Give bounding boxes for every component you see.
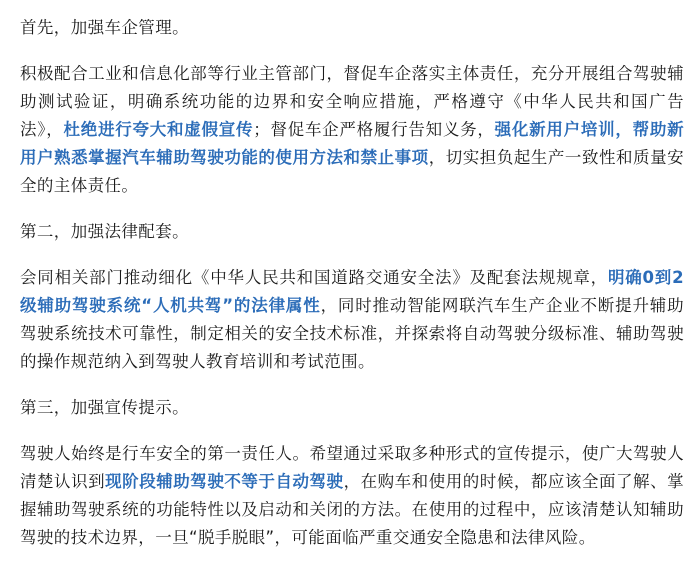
body-text: 驾驶人始终是行车安全的第一责任人。希望通过采取多种形式的宣传提示，使广大驾驶人清楚认识到	[20, 444, 684, 491]
section3-heading: 第三，加强宣传提示。	[20, 398, 189, 417]
body-text: 会同相关部门推动细化《中华人民共和国道路交通安全法》及配套法规规章，	[20, 268, 608, 287]
section2-heading: 第二，加强法律配套。	[20, 222, 189, 241]
section1-heading: 首先，加强车企管理。	[20, 18, 189, 37]
body-text: ，切实担负起生产一致性和质量安全的主体责任。	[20, 148, 685, 195]
highlighted-text: 明确0到2级辅助驾驶系统“人机共驾”的法律属性	[20, 268, 684, 315]
section1-paragraph	[20, 60, 684, 200]
highlighted-text: 强化新用户培训，帮助新用户熟悉掌握汽车辅助驾驶功能的使用方法和禁止事项	[20, 120, 684, 167]
body-text: 积极配合工业和信息化部等行业主管部门，督促车企落实主体责任，充分开展组合驾驶辅助测试验证，明确系统功能的边界和安全响应措施，严格遵守《中华人民共和国广告法》，	[20, 64, 684, 139]
highlighted-text: 杜绝进行夸大和虚假宣传	[63, 120, 254, 139]
body-text: ；督促车企严格履行告知义务，	[253, 120, 495, 139]
highlighted-text: 现阶段辅助驾驶不等于自动驾驶	[105, 472, 344, 491]
body-text: ，在购车和使用的时候，都应该全面了解、掌握辅助驾驶系统的功能特性以及启动和关闭的方法。在使用的过程中，应该清楚认知辅助驾驶的技术边界，一旦“脱手脱眼”，可能面临严重交通安全隐患和法律风险。	[20, 472, 685, 547]
body-text: ，同时推动智能网联汽车生产企业不断提升辅助驾驶系统技术可靠性，制定相关的安全技术标准，并探索将自动驾驶分级标准、辅助驾驶的操作规范纳入到驾驶人教育培训和考试范围。	[20, 296, 685, 371]
section3-paragraph	[20, 440, 684, 552]
article-body	[20, 0, 684, 552]
section2-paragraph	[20, 264, 684, 376]
